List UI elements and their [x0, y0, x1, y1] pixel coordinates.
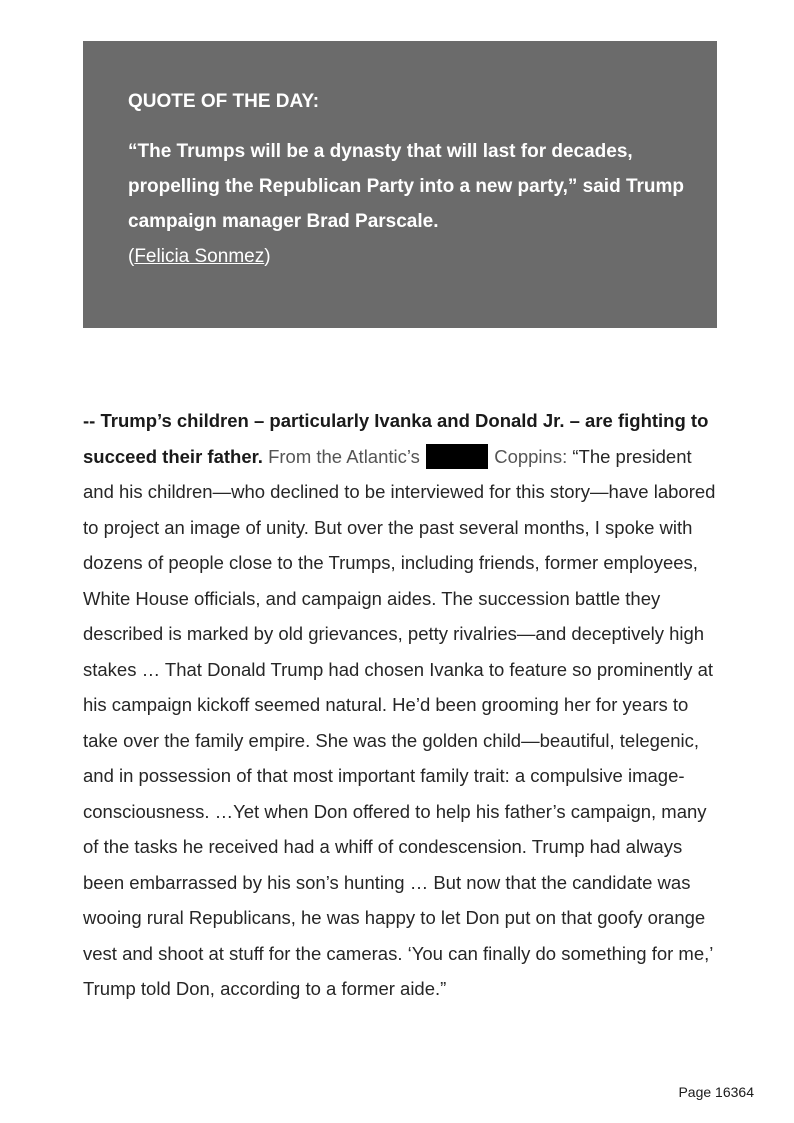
quote-text — [128, 134, 687, 274]
quote-heading: QUOTE OF THE DAY: — [128, 91, 320, 112]
redaction-box — [426, 444, 488, 469]
source-close-paren: ) — [264, 246, 271, 267]
quote-attribution: said Trump campaign manager Brad Parscale. — [128, 176, 685, 232]
article-intro-author: Coppins: — [489, 445, 568, 467]
source-link[interactable]: Felicia Sonmez — [134, 246, 265, 267]
page-number: Page 16364 — [678, 1084, 754, 1100]
article-intro: From the Atlantic’s — [262, 445, 426, 467]
article-lead: -- Trump’s children – particularly Ivanka and Donald Jr. – are fighting to succeed their father. — [83, 410, 709, 467]
quote-bold-text: “The Trumps will be a dynasty that will last for decades, propelling the Republican Party into a new party,” — [128, 141, 633, 197]
quote-of-the-day-box — [83, 41, 717, 328]
article-paragraph — [83, 403, 723, 1007]
article-body: “The president and his children—who declined to be interviewed for this story—have labored to project an image of unity. But over the past several months, I spoke with dozens of people close to the Trumps, including friends, former employees, White House officials, and campaign aides. The succession battle they described is marked by old grievances, petty rivalries—and deceptively high stakes … That Donald Trump had chosen Ivanka to feature so prominently at his campaign kickoff seemed natural. He’d been grooming her for years to take over the family empire. She was the golden child—beautiful, telegenic, and in possession of that most important family trait: a compulsive image-consciousness. …Yet when Don offered to help his father’s campaign, many of the tasks he received had a whiff of condescension. Trump had always been embarrassed by his son’s hunting … But now that the candidate was wooing rural Republicans, he was happy to let Don put on that goofy orange vest and shoot at stuff for the cameras. ‘You can finally do something for me,’ Trump told Don, according to a former aide.” — [83, 445, 716, 999]
source-open-paren: ( — [128, 246, 135, 267]
